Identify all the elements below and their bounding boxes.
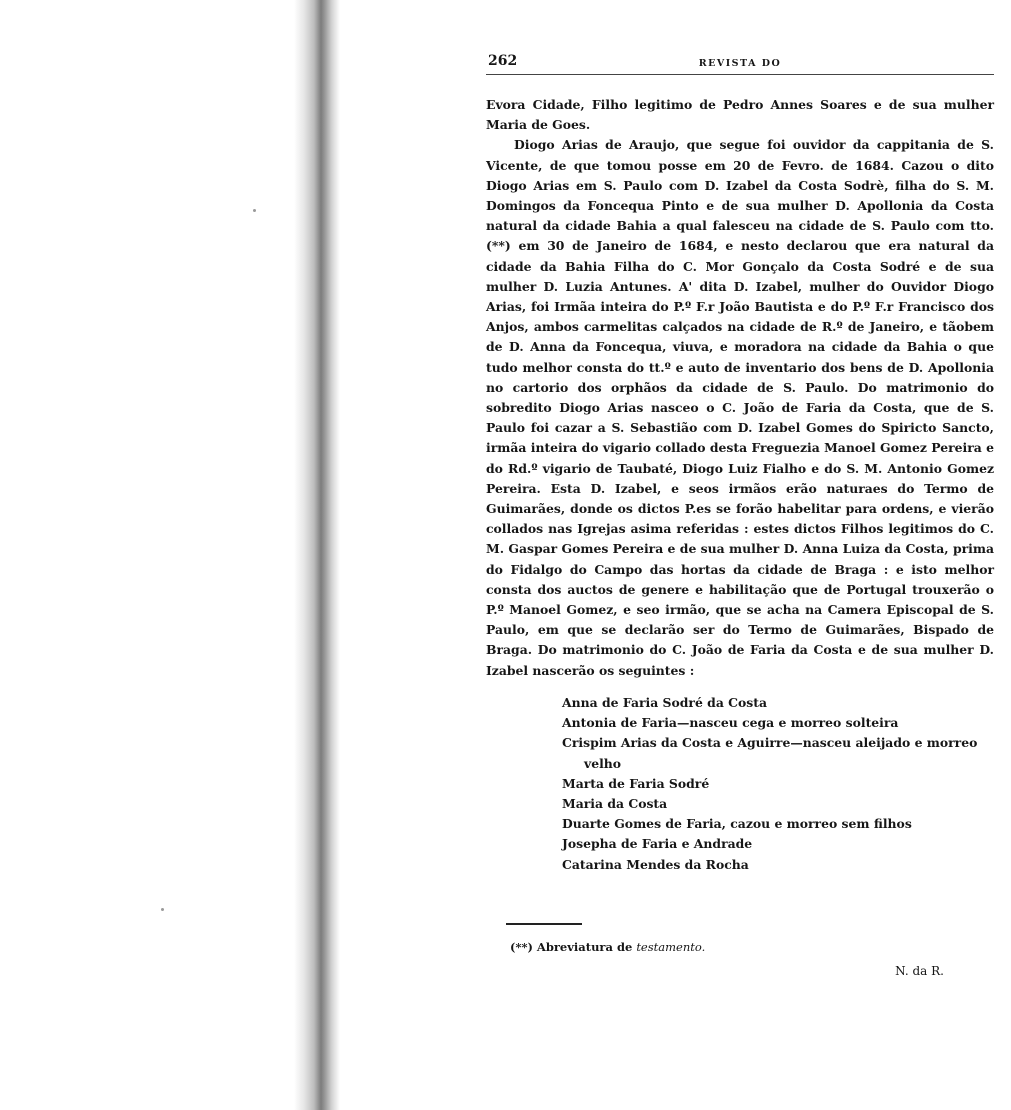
paper-speck <box>253 209 256 212</box>
paragraph-diogo-arias: Diogo Arias de Araujo, que segue foi ouvidor da cappitania de S. Vicente, de que tomou posse em 20 de Fevro. de 1684. Cazou o dito Diogo Arias em S. Paulo com D. Izabel da Costa Sodrè, filha do S. M. Domingos da Foncequa Pinto e de sua mulher D. Apollonia da Costa natural da cidade Bahia a qual falesceu na cidade de S. Paulo com tto. (**) em 30 de Janeiro de 1684, e nesto declarou que era natural da cidade da Bahia Filha do C. Mor Gonçalo da Costa Sodré e de sua mulher D. Luzia Antunes. A' dita D. Izabel, mulher do Ouvidor Diogo Arias, foi Irmãa inteira do P.º F.r João Bautista e do P.º F.r Francisco dos Anjos, ambos carmelitas calçados na cidade de R.º de Janeiro, e tãobem de D. Anna da Foncequa, viuva, e moradora na cidade da Bahia o que tudo melhor consta do tt.º e auto de inventario dos bens de D. Apollonia no cartorio dos orphãos da cidade de S. Paulo. Do matrimonio do sobredito Diogo Arias nasceo o C. João de Faria da Costa, que de S. Paulo foi cazar a S. Sebastião com D. Izabel Gomes do Spiricto Sancto, irmãa inteira do vigario collado desta Freguezia Manoel Gomez Pereira e do Rd.º vigario de Taubaté, Diogo Luiz Fialho e do S. M. Antonio Gomez Pereira. Esta D. Izabel, e seos irmãos erão naturaes do Termo de Guimarães, donde os dictos P.es se forão habelitar para ordens, e vierão collados nas Igrejas asima referidas : estes dictos Filhos legitimos do C. M. Gaspar Gomes Pereira e de sua mulher D. Anna Luiza da Costa, prima do Fidalgo do Campo das hortas da cidade de Braga : e isto melhor consta dos auctos de genere e habilitação que de Portugal trouxerão o P.º Manoel Gomez, e seo irmão, que se acha na Camera Episcopal de S. Paulo, em que se declarão ser do Termo de Guimarães, Bispado de Braga. Do matrimonio do C. João de Faria da Costa e de sua mulher D. Izabel nascerão os seguintes : <box>486 137 994 678</box>
book-gutter-shadow <box>294 0 340 1110</box>
body-text <box>486 95 994 681</box>
list-item: Antonia de Faria—nasceu cega e morreo solteira <box>562 715 899 731</box>
list-item: Crispim Arias da Costa e Aguirre—nasceu aleijado e morreo velho <box>562 735 978 771</box>
editor-note: N. da R. <box>895 963 944 978</box>
book-page <box>486 52 994 979</box>
page-number: 262 <box>488 53 518 69</box>
list-item: Duarte Gomes de Faria, cazou e morreo sem filhos <box>562 816 912 832</box>
footnote-marker: (**) Abreviatura de <box>510 939 637 954</box>
footnote <box>510 939 994 955</box>
paper-speck <box>161 908 164 911</box>
footnote-term: testamento. <box>636 939 706 954</box>
children-list <box>562 693 994 875</box>
running-head <box>486 52 994 75</box>
running-title: REVISTA DO <box>698 58 782 69</box>
paragraph-continuation: Evora Cidade, Filho legitimo de Pedro Annes Soares e de sua mulher Maria de Goes. <box>486 97 994 133</box>
list-item: Marta de Faria Sodré <box>562 775 710 791</box>
list-item: Catarina Mendes da Rocha <box>562 856 749 872</box>
footnote-rule <box>506 923 582 925</box>
list-item: Anna de Faria Sodré da Costa <box>562 694 768 710</box>
list-item: Maria da Costa <box>562 795 668 811</box>
list-item: Josepha de Faria e Andrade <box>562 836 753 852</box>
